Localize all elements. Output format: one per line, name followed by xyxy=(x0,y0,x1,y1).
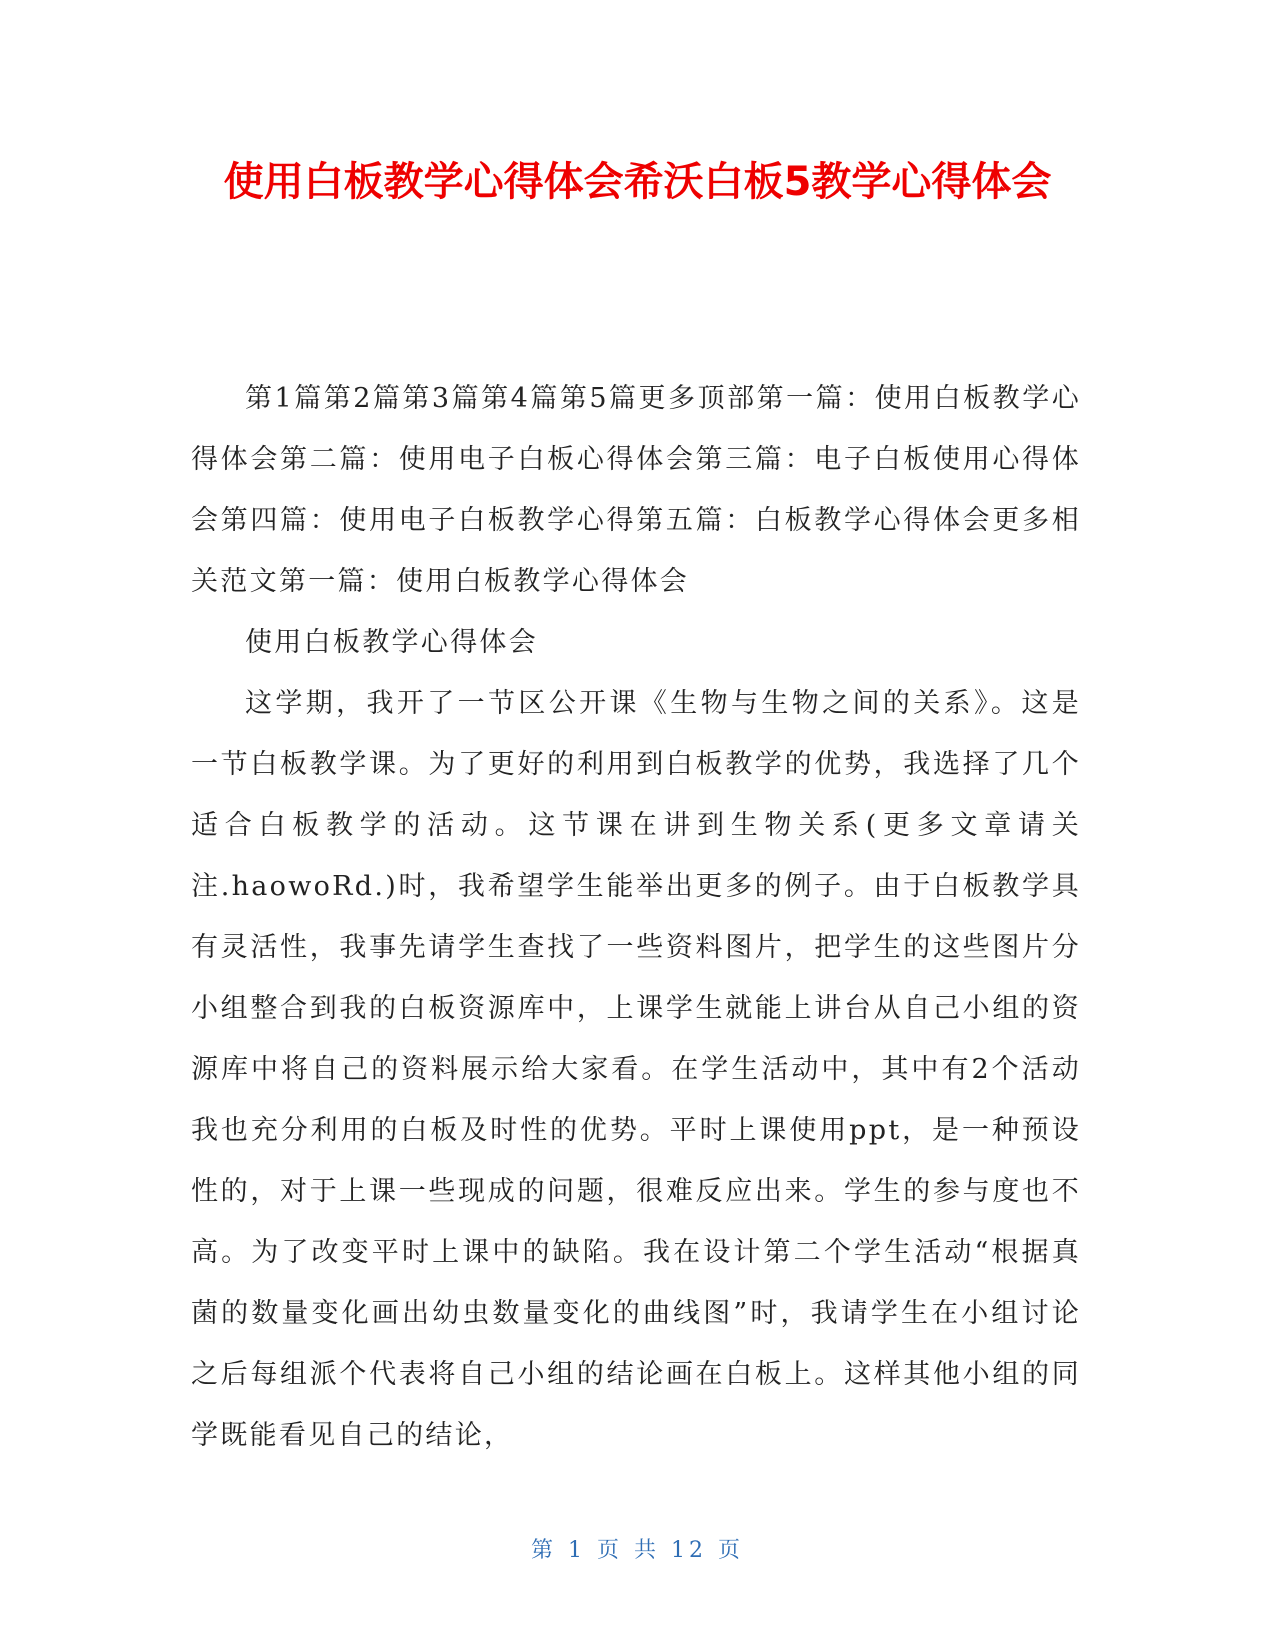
page-number-footer: 第 1 页 共 12 页 xyxy=(531,1538,744,1563)
paragraph-main: 这学期，我开了一节区公开课《生物与生物之间的关系》。这是一节白板教学课。为了更好的利用到白板教学的优势，我选择了几个适合白板教学的活动。这节课在讲到生物关系(更多文章请关注.haowoRd.)时，我希望学生能举出更多的例子。由于白板教学具有灵活性，我事先请学生查找了一些资料图片，把学生的这些图片分小组整合到我的白板资源库中，上课学生就能上讲台从自己小组的资源库中将自己的资料展示给大家看。在学生活动中，其中有2个活动我也充分利用的白板及时性的优势。平时上课使用ppt，是一种预设性的，对于上课一些现成的问题，很难反应出来。学生的参与度也不高。为了改变平时上课中的缺陷。我在设计第二个学生活动“根据真菌的数量变化画出幼虫数量变化的曲线图”时，我请学生在小组讨论之后每组派个代表将自己小组的结论画在白板上。这样其他小组的同学既能看见自己的结论， xyxy=(191,688,1081,1451)
document-title: 使用白板教学心得体会希沃白板5教学心得体会 xyxy=(223,159,1052,205)
paragraph-subtitle: 使用白板教学心得体会 xyxy=(245,627,538,658)
paragraph-contents: 第1篇第2篇第3篇第4篇第5篇更多顶部第一篇：使用白板教学心得体会第二篇：使用电子白板心得体会第三篇：电子白板使用心得体会第四篇：使用电子白板教学心得第五篇：白板教学心得体会更多相关范文第一篇：使用白板教学心得体会 xyxy=(191,383,1081,597)
document-body xyxy=(191,368,1081,1466)
